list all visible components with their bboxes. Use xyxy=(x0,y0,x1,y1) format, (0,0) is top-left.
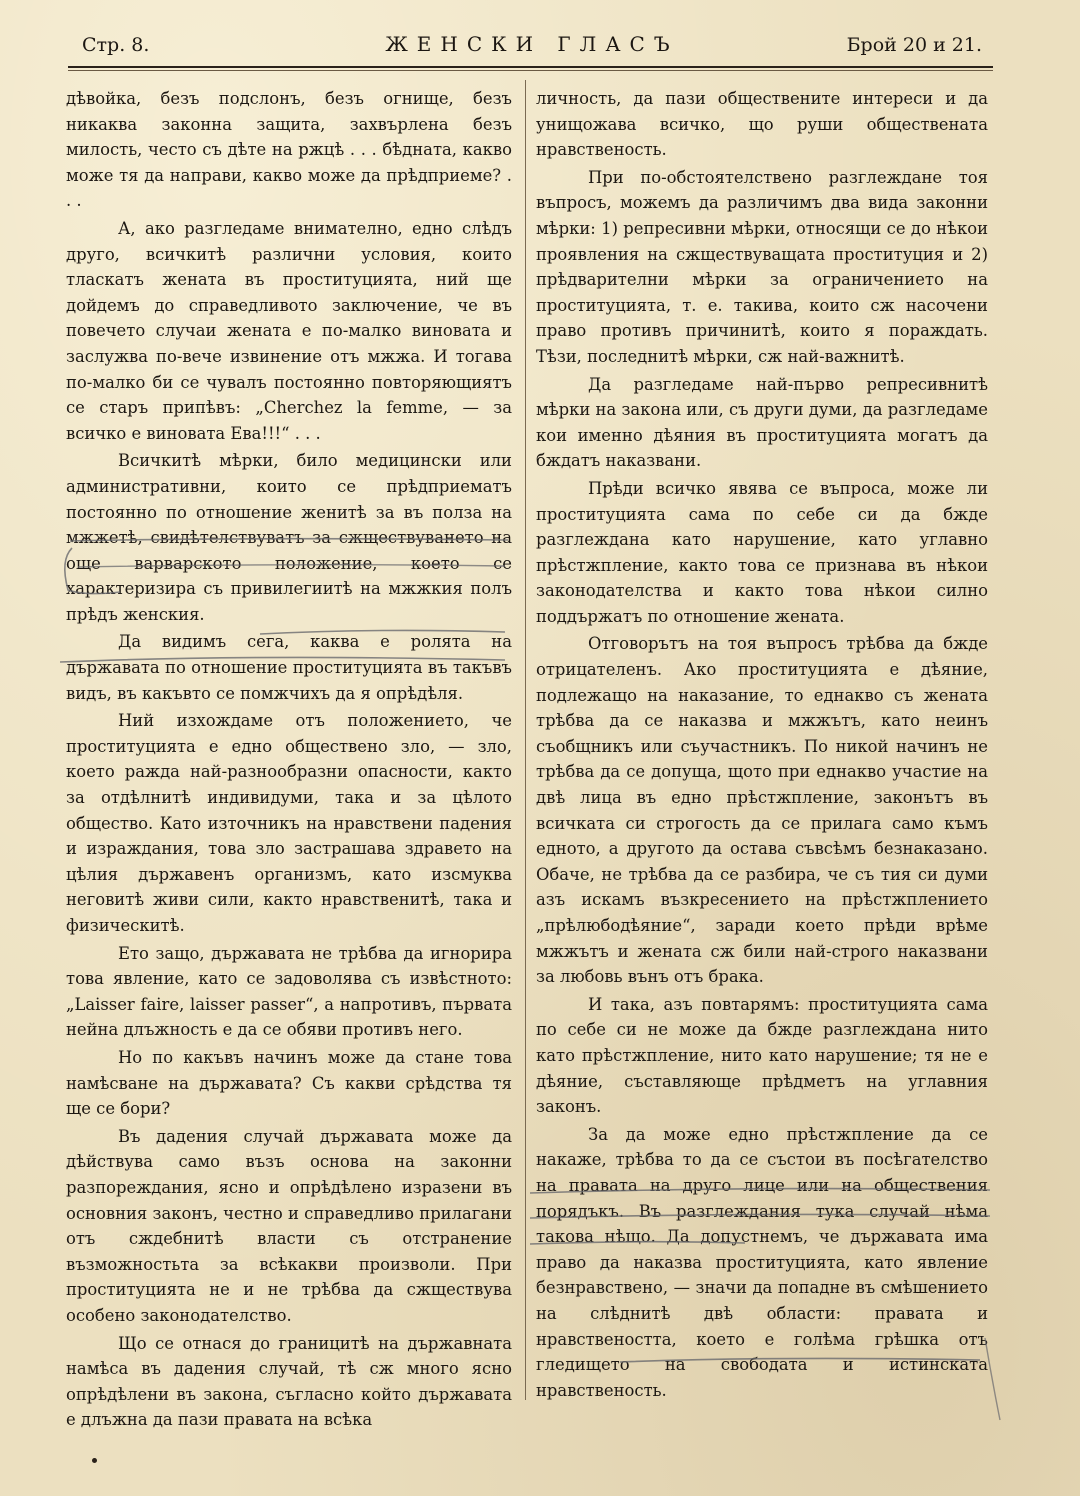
paragraph: Всичкитѣ мѣрки, било медицински или административни, които се прѣдприематъ постоянно по отношение женитѣ за въ полза на мжжетѣ, свидѣтелствуватъ за сжществуването на още варварското положение, което се характеризира съ привилегиитѣ на мжжкия полъ прѣдъ женския. xyxy=(66,451,512,624)
paragraph: И така, азъ повтарямъ: проституцията сама по себе си не може да бжде разглеждана нито като прѣстжпление, нито като нарушение; тя не е дѣяние, съставляюще прѣдметъ на углавния законъ. xyxy=(536,994,988,1117)
paragraph: дѣвойка, безъ подслонъ, безъ огнище, безъ никаква законна защита, захвърлена безъ милость, често съ дѣте на ржцѣ . . . бѣдната, какво може тя да направи, какво може да прѣдприеме? . . . xyxy=(66,89,512,211)
paragraph: Да видимъ сега, каква е ролята на държавата по отношение проституцията въ такъвъ видъ, въ какъвто се помжчихъ да я опрѣдѣля. xyxy=(66,632,512,703)
paragraph: Ето защо, държавата не трѣбва да игнорира това явление, като се задоволява съ извѣстното: „Laisser faire, laisser passer“, а напротивъ, първата нейна длъжность е да се обяви противъ него. xyxy=(66,943,512,1040)
column-divider xyxy=(525,80,526,1400)
newspaper-title: ЖЕНСКИ ГЛАСЪ xyxy=(385,32,679,56)
paragraph: Да разгледаме най-първо репресивнитѣ мѣрки на закона или, съ други думи, да разгледаме кои именно дѣяния въ проституцията могатъ да бждатъ наказвани. xyxy=(536,374,988,471)
paragraph: Но по какъвъ начинъ може да стане това намѣсване на държавата? Съ какви срѣдства тя ще се бори? xyxy=(66,1047,512,1119)
paragraph: Що се отнася до границитѣ на държавната намѣса въ дадения случай, тѣ сж много ясно опрѣдѣлени въ закона, съгласно който държавата е длъжна да пази правата на всѣка xyxy=(66,1333,512,1430)
page-number: Стр. 8. xyxy=(82,34,150,56)
header-rule xyxy=(68,66,993,68)
paragraph: Отговорътъ на тоя въпросъ трѣбва да бжде отрицателенъ. Ако проституцията е дѣяние, подлежащо на наказание, то еднакво съ жената трѣбва да се наказва и мжжътъ, като неинъ съобщникъ или съучастникъ. По никой начинъ не трѣбва да се допуща, щото при еднакво участие на двѣ лица въ едно прѣстжпление, законътъ въ всичката си строгость да се прилага само къмъ едното, а другото да остава съвсѣмъ безнаказано. Обаче, не трѣбва да се разбира, че съ тия си думи азъ искамъ възкресението на прѣстжплението „прѣлюбодѣяние“, заради което прѣди врѣме мжжътъ и жената сж били най-строго наказвани за любовь вънъ отъ брака. xyxy=(536,634,988,987)
paragraph: А, ако разгледаме внимателно, едно слѣдъ друго, всичкитѣ различни условия, които тласкатъ жената въ проституцията, ний ще дойдемъ до справедливото заключение, че въ повечето случаи жената е по-малко виновата и заслужва по-вече извинение отъ мжжа. И тогава по-малко би се чувалъ постоянно повторяющиятъ се старъ припѣвъ: „Cherchez la femme, — за всичко е виновата Ева!!!“ . . . xyxy=(66,218,512,443)
paragraph: За да може едно прѣстжпление да се накаже, трѣбва то да се състои въ посѣгателство на правата на друго лице или на обществения порядъкъ. Въ разглеждания тука случай нѣма такова нѣщо. Да допустнемъ, че държавата има право да наказва проституцията, като явление безнравствено, — значи да попадне въ смѣшението на слѣднитѣ двѣ области: правата и нравствеността, което е голѣма грѣшка отъ гледището на свободата и истинската нравственость. xyxy=(536,1124,988,1400)
paragraph: При по-обстоятелствено разглеждане тоя въпросъ, можемъ да различимъ два вида законни мѣрки: 1) репресивни мѣрки, относящи се до нѣкои проявления на сжществуващата проституция и 2) прѣдварителни мѣрки за ограничението на проституцията, т. е. такива, които сж насочени право противъ причинитѣ, които я пораждать. Тѣзи, последнитѣ мѣрки, сж най-важнитѣ. xyxy=(536,167,988,366)
right-column xyxy=(536,86,988,1403)
left-column xyxy=(66,86,512,1433)
paragraph: Въ дадения случай държавата може да дѣйствува само възъ основа на законни разпореждания, ясно и опрѣдѣлено изразени въ основния законъ, честно и справедливо прилагани отъ сждебнитѣ власти съ отстранение възможностьта за всѣкакви произволи. При проституцията не и не трѣбва да сжществува особено законодателство. xyxy=(66,1126,512,1325)
paragraph: личность, да пази обществените интереси и да унищожава всичко, що руши обществената нравственость. xyxy=(536,89,988,160)
paragraph: Прѣди всичко явява се въпроса, може ли проституцията сама по себе си да бжде разглеждана като нарушение, като углавно прѣстжпление, както това се признава въ нѣкои законодателства и както това нѣкои силно поддържатъ по отношение жената. xyxy=(536,478,988,626)
ink-spot xyxy=(92,1458,97,1463)
header-rule-thin xyxy=(68,70,993,71)
paragraph: Ний изхождаме отъ положението, че проституцията е едно обществено зло, — зло, което ражда най-разнообразни опасности, както за отдѣлнитѣ индивидуми, така и за цѣлото общество. Като източникъ на нравствени падения и израждания, това зло застрашава здравето на цѣлия държавенъ организмъ, като изсмуква неговитѣ живи сили, както нравственитѣ, така и физическитѣ. xyxy=(66,711,512,935)
issue-number: Брой 20 и 21. xyxy=(846,34,982,56)
page-header xyxy=(82,32,982,62)
